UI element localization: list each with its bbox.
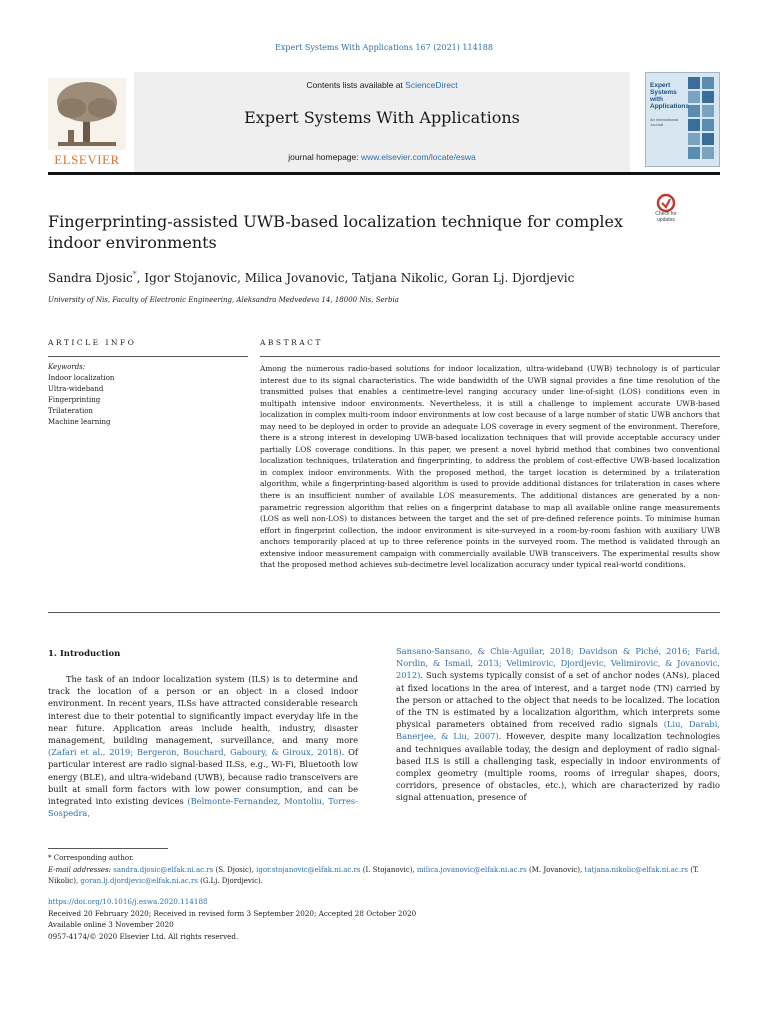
abstract-heading: ABSTRACT — [260, 338, 323, 347]
email-link[interactable]: sandra.djosic@elfak.ni.ac.rs — [113, 865, 214, 874]
body-text: . Of particular interest are radio signal-based ILSs, e.g., Wi-Fi, Bluetooth low energy (BLE), and ultra-wideband (UWB), because radio transceivers are built at small form factors with low power consumption, and can be integrated into existing devices — [48, 747, 359, 807]
email-link[interactable]: igor.stojanovic@elfak.ni.ac.rs — [256, 865, 361, 874]
affiliation: University of Nis, Faculty of Electronic Engineering, Aleksandra Medvedeva 14, 18000 Nis, Serbia — [48, 296, 399, 304]
cover-grid-icon — [688, 77, 716, 161]
citation-link[interactable]: (Zafari et al., 2019; Bergeron, Bouchard, Gaboury, & Giroux, 2018) — [48, 747, 342, 758]
publisher-wordmark[interactable]: ELSEVIER — [54, 152, 120, 167]
keyword-item: Indoor localization — [48, 374, 115, 382]
body-text: The task of an indoor localization system (ILS) is to determine and track the location of a person or an object in a closed indoor environment. In recent years, ILSs have attracted considerable research interest due to their potential to significantly impact everyday life in the near future. Application areas include health, industry, disaster management, building management, surveillance, and many more — [48, 674, 358, 746]
email-owner: (G.Lj. Djordjevic). — [197, 877, 263, 885]
author-name[interactable]: Goran Lj. Djordjevic — [451, 271, 575, 285]
keywords-label: Keywords: — [48, 363, 86, 371]
homepage-prefix: journal homepage: — [288, 152, 361, 162]
keyword-item: Ultra-wideband — [48, 385, 104, 393]
email-link[interactable]: goran.lj.djordjevic@elfak.ni.ac.rs — [80, 877, 198, 885]
keywords-list — [48, 373, 248, 428]
keyword-item: Machine learning — [48, 418, 111, 426]
intro-paragraph — [48, 673, 358, 819]
body-text: . Such systems typically consist of a set of anchor nodes (ANs), placed at fixed locations in the area of interest, and a target node (TN) carried by the person or attached to the object that needs to be localized. The location of the TN is estimated by a localization algorithm, which interprets some physical parameters obtained from received radio signals — [396, 670, 720, 730]
citation-link[interactable]: (Belmonte-Fernandez, Montoliu, Torres-Sospedra, — [48, 796, 358, 819]
cover-title: Expert Systems with Applications — [650, 82, 690, 110]
copyright-notice: 0957-4174/© 2020 Elsevier Ltd. All rights reserved. — [48, 931, 239, 941]
email-addresses — [48, 865, 720, 888]
contents-line — [134, 80, 630, 90]
email-label: E-mail addresses: — [48, 865, 112, 874]
body-text: . However, despite many localization technologies and techniques available today, the design and deployment of radio signal-based ILS is still a challenging task, especially in indoor environments of complex geometry (multiple rooms, rooms of irregular shapes, doors, corridors, presence of obstacles, etc.), which are characterized by radio signal attenuation, presence of — [396, 731, 720, 803]
homepage-line — [134, 152, 630, 162]
email-owner: (S. Djosic), — [213, 865, 257, 874]
corresponding-author-note: * Corresponding author. — [48, 854, 134, 862]
author-list: Sandra Djosic*, Igor Stojanovic, Milica Jovanovic, Tatjana Nikolic, Goran Lj. Djordjevic — [48, 270, 575, 285]
author-name[interactable]: Igor Stojanovic — [144, 271, 238, 285]
abstract-text: Among the numerous radio-based solutions for indoor localization, ultra-wideband (UWB) technology is of particular interest due to its signal characteristics. The wide bandwidth of the UWB signal provides a fine time resolution of the transmitted pulses that enables a centimetre-level ranging accuracy under line-of-sight (LOS) conditions even in multipath intensive indoor environments. Nevertheless, it is still a challenge to implement accurate UWB-based localization in complex multi-room indoor environments at low cost because of a large number of static UWB anchors that may need to be deployed in order to provide an adequate LOS coverage in every segment of the environment. Therefore, there is a strong interest in developing UWB-based localization techniques that will provide acceptable accuracy under partially LOS coverage conditions. In this paper, we present a novel hybrid method that combines two conventional localization techniques, trilateration and fingerprinting, to address the problem of cost-effective UWB-based localization in complex indoor environments. With the proposed method, the target location is determined by a trilateration algorithm, while a fingerprinting-based algorithm is used to provide additional distances for trilateration in cases where there is an insufficient number of available LOS measurements. The additional distances are generated by a non-parametric regression algorithm that relies on a fingerprint database to map all available online range measurements (LOS as well non-LOS) to distances between the target and the set of pre-defined reference points. To minimise human effort in fingerprint collection, the indoor environment is site-surveyed in a room-by-room fashion with auxiliary UWB anchors temporarily placed at up to three reference points in the surveyed room. The method is validated through an extensive indoor measurement campaign with commercially available UWB transceivers. The experimental results show that the proposed method achieves sub-decimetre level localization accuracy under typical real-world conditions. — [260, 364, 720, 570]
footnotes — [48, 853, 720, 888]
sciencedirect-link[interactable]: ScienceDirect — [405, 80, 458, 90]
email-link[interactable]: tatjana.nikolic@elfak.ni.ac.rs — [584, 865, 688, 874]
email-owner: (I. Stojanovic), — [360, 865, 417, 874]
abstract-bottom-rule — [48, 612, 720, 613]
article-title: Fingerprinting-assisted UWB-based localization technique for complex indoor environments — [48, 212, 624, 252]
citation-link[interactable]: Sansano-Sansano, & Chia-Aguilar, 2018; Davidson & Piché, 2016; Farid, Nordin, & Ismail, 2013; Velimirovic, Djordjevic, Velimirovic, & Jovanovic, 2012) — [396, 646, 720, 681]
keyword-item: Fingerprinting — [48, 396, 101, 404]
section-heading-introduction: 1. Introduction — [48, 649, 121, 659]
check-for-updates-label[interactable]: Check for updates — [655, 211, 677, 223]
contents-prefix: Contents lists available at — [306, 80, 406, 90]
email-owner: (M. Jovanovic), — [526, 865, 585, 874]
email-owner: (T. Nikolic), — [48, 865, 699, 885]
received-dates: Received 20 February 2020; Received in revised form 3 September 2020; Accepted 28 October 2020 — [48, 908, 417, 918]
doi-link[interactable]: https://doi.org/10.1016/j.eswa.2020.114188 — [48, 897, 208, 906]
homepage-link[interactable]: www.elsevier.com/locate/eswa — [360, 152, 476, 162]
article-info-heading: ARTICLE INFO — [48, 338, 137, 347]
author-name[interactable]: Sandra Djosic — [48, 271, 133, 285]
author-name[interactable]: Milica Jovanovic — [244, 271, 345, 285]
footnote-rule — [48, 848, 168, 849]
intro-column-left — [48, 673, 358, 819]
corresponding-star-icon[interactable]: * — [132, 270, 137, 279]
header-rule — [48, 172, 720, 175]
online-date: Available online 3 November 2020 — [48, 920, 174, 929]
journal-title: Expert Systems With Applications — [244, 108, 520, 127]
publication-info — [48, 896, 720, 942]
journal-reference[interactable]: Expert Systems With Applications 167 (2021) 114188 — [275, 43, 493, 52]
author-name[interactable]: Tatjana Nikolic — [352, 271, 444, 285]
intro-column-right — [396, 645, 720, 804]
keyword-item: Trilateration — [48, 407, 93, 415]
abstract-rule — [260, 356, 720, 357]
citation-link[interactable]: (Liu, Darabi, Banerjee, & Liu, 2007) — [396, 719, 721, 742]
article-info-rule — [48, 356, 248, 357]
email-link[interactable]: milica.jovanovic@elfak.ni.ac.rs — [416, 865, 527, 874]
cover-subtitle: An International Journal — [650, 117, 679, 127]
